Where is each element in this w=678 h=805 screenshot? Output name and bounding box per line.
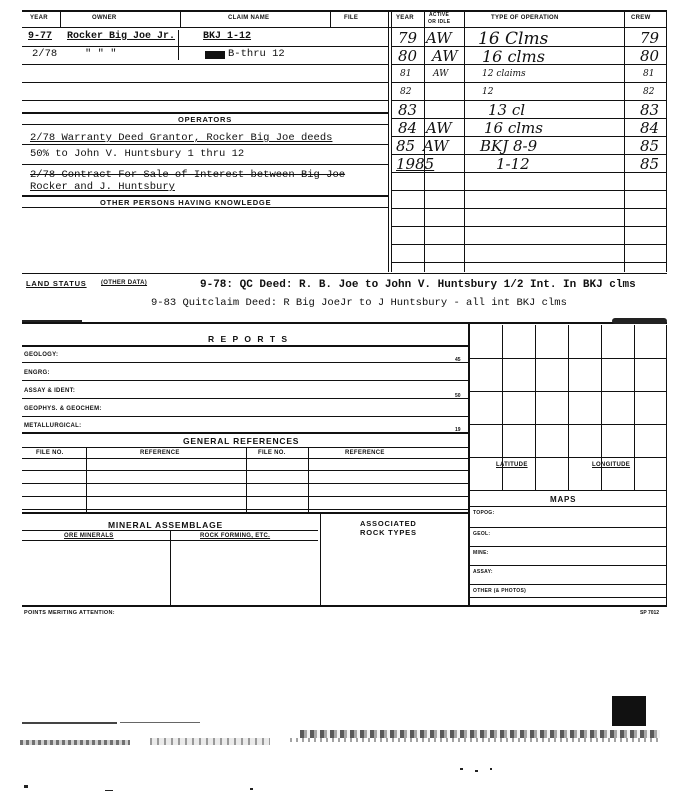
operator-line: 2/78 Contract For Sale of Interest between Big Joe xyxy=(30,169,346,181)
header-year-2: YEAR xyxy=(396,15,414,21)
op-crew: 81 xyxy=(643,69,655,79)
operators-title: OPERATORS xyxy=(178,115,233,124)
op-status: AW xyxy=(426,119,452,137)
maps-title: MAPS xyxy=(550,495,577,504)
header-claim-name: CLAIM NAME xyxy=(228,15,270,21)
mineral-title: MINERAL ASSEMBLAGE xyxy=(108,520,223,530)
operator-line: Rocker and J. Huntsbury xyxy=(30,181,175,193)
reports-title: R E P O R T S xyxy=(208,334,290,344)
operator-line: 2/78 Warranty Deed Grantor, Rocker Big Joe deeds xyxy=(30,132,333,144)
col-file-no: FILE NO. xyxy=(36,450,64,456)
map-row-label: GEOL: xyxy=(473,531,491,537)
report-number: 45 xyxy=(455,357,461,363)
op-year: 80 xyxy=(398,47,418,65)
redaction-mark xyxy=(205,51,225,59)
owner-name: " " " xyxy=(85,48,117,60)
owner-year: 9-77 xyxy=(28,31,53,42)
op-crew: 84 xyxy=(640,119,660,137)
report-label: ASSAY & IDENT: xyxy=(24,388,76,394)
claim-name: BKJ 1-12 xyxy=(203,31,252,42)
op-year: 81 xyxy=(400,69,412,79)
report-label: METALLURGICAL: xyxy=(24,423,82,429)
op-crew: 82 xyxy=(643,87,655,97)
report-label: GEOPHYS. & GEOCHEM: xyxy=(24,406,102,412)
col-reference: REFERENCE xyxy=(140,450,180,456)
op-year: 85 xyxy=(396,137,416,155)
header-owner: OWNER xyxy=(92,15,117,21)
rock-forming-label: ROCK FORMING, ETC. xyxy=(200,533,271,539)
op-status: AW xyxy=(426,29,452,47)
scan-artifact xyxy=(612,318,667,324)
longitude-label: LONGITUDE xyxy=(592,462,631,468)
op-type: BKJ 8-9 xyxy=(480,137,538,155)
claim-name: B-thru 12 xyxy=(228,48,285,60)
ore-minerals-label: ORE MINERALS xyxy=(64,533,114,539)
operator-line: 50% to John V. Huntsbury 1 thru 12 xyxy=(30,148,245,160)
report-label: GEOLOGY: xyxy=(24,352,59,358)
op-crew: 83 xyxy=(640,101,660,119)
land-status-line: 9-78: QC Deed: R. B. Joe to John V. Huntsbury 1/2 Int. In BKJ clms xyxy=(200,279,636,291)
map-row-label: MINE: xyxy=(473,550,489,556)
owner-name: Rocker Big Joe Jr. xyxy=(67,31,176,42)
op-crew: 85 xyxy=(640,137,660,155)
op-year: 79 xyxy=(398,29,418,47)
header-crew: CREW xyxy=(631,15,651,21)
op-crew: 80 xyxy=(640,47,660,65)
header-idle: OR IDLE xyxy=(428,19,451,25)
report-number: 50 xyxy=(455,393,461,399)
op-crew: 79 xyxy=(640,29,660,47)
op-year: 1985 xyxy=(396,155,435,173)
op-type: 1-12 xyxy=(496,155,530,173)
map-row-label: TOPOG: xyxy=(473,510,495,516)
col-file-no-2: FILE NO. xyxy=(258,450,286,456)
col-reference-2: REFERENCE xyxy=(345,450,385,456)
op-type: 16 clms xyxy=(484,119,543,137)
op-crew: 85 xyxy=(640,155,660,173)
op-year: 84 xyxy=(398,119,418,137)
op-status: AW xyxy=(433,69,449,79)
report-label: ENGRG: xyxy=(24,370,50,376)
op-year: 83 xyxy=(398,101,418,119)
rock-types-label: ROCK TYPES xyxy=(360,528,417,537)
map-row-label: OTHER (& PHOTOS) xyxy=(473,588,527,594)
general-references-title: GENERAL REFERENCES xyxy=(183,436,300,446)
op-type: 16 Clms xyxy=(478,29,549,49)
other-persons-title: OTHER PERSONS HAVING KNOWLEDGE xyxy=(100,198,272,207)
op-type: 13 cl xyxy=(488,101,526,119)
op-year: 82 xyxy=(400,87,412,97)
black-square-mark xyxy=(612,696,646,726)
op-status: AW xyxy=(423,137,449,155)
header-active: ACTIVE xyxy=(429,12,450,18)
header-file: FILE xyxy=(344,15,359,21)
report-number: 19 xyxy=(455,427,461,433)
owner-year: 2/78 xyxy=(32,48,58,60)
points-meriting-attention: POINTS MERITING ATTENTION: xyxy=(24,610,115,616)
latitude-label: LATITUDE xyxy=(496,462,528,468)
op-type: 16 clms xyxy=(482,47,545,66)
associated-label: ASSOCIATED xyxy=(360,519,417,528)
op-status: AW xyxy=(432,47,458,65)
map-row-label: ASSAY: xyxy=(473,569,493,575)
header-year: YEAR xyxy=(30,15,48,21)
header-type-of-operation: TYPE OF OPERATION xyxy=(491,15,559,21)
op-type: 12 xyxy=(482,87,494,97)
land-status-label: LAND STATUS xyxy=(26,279,87,288)
form-number: SP 7012 xyxy=(640,610,660,616)
land-status-line: 9-83 Quitclaim Deed: R Big JoeJr to J Huntsbury - all int BKJ clms xyxy=(151,297,567,309)
land-status-sublabel: (OTHER DATA) xyxy=(101,280,148,286)
op-type: 12 claims xyxy=(482,69,526,79)
